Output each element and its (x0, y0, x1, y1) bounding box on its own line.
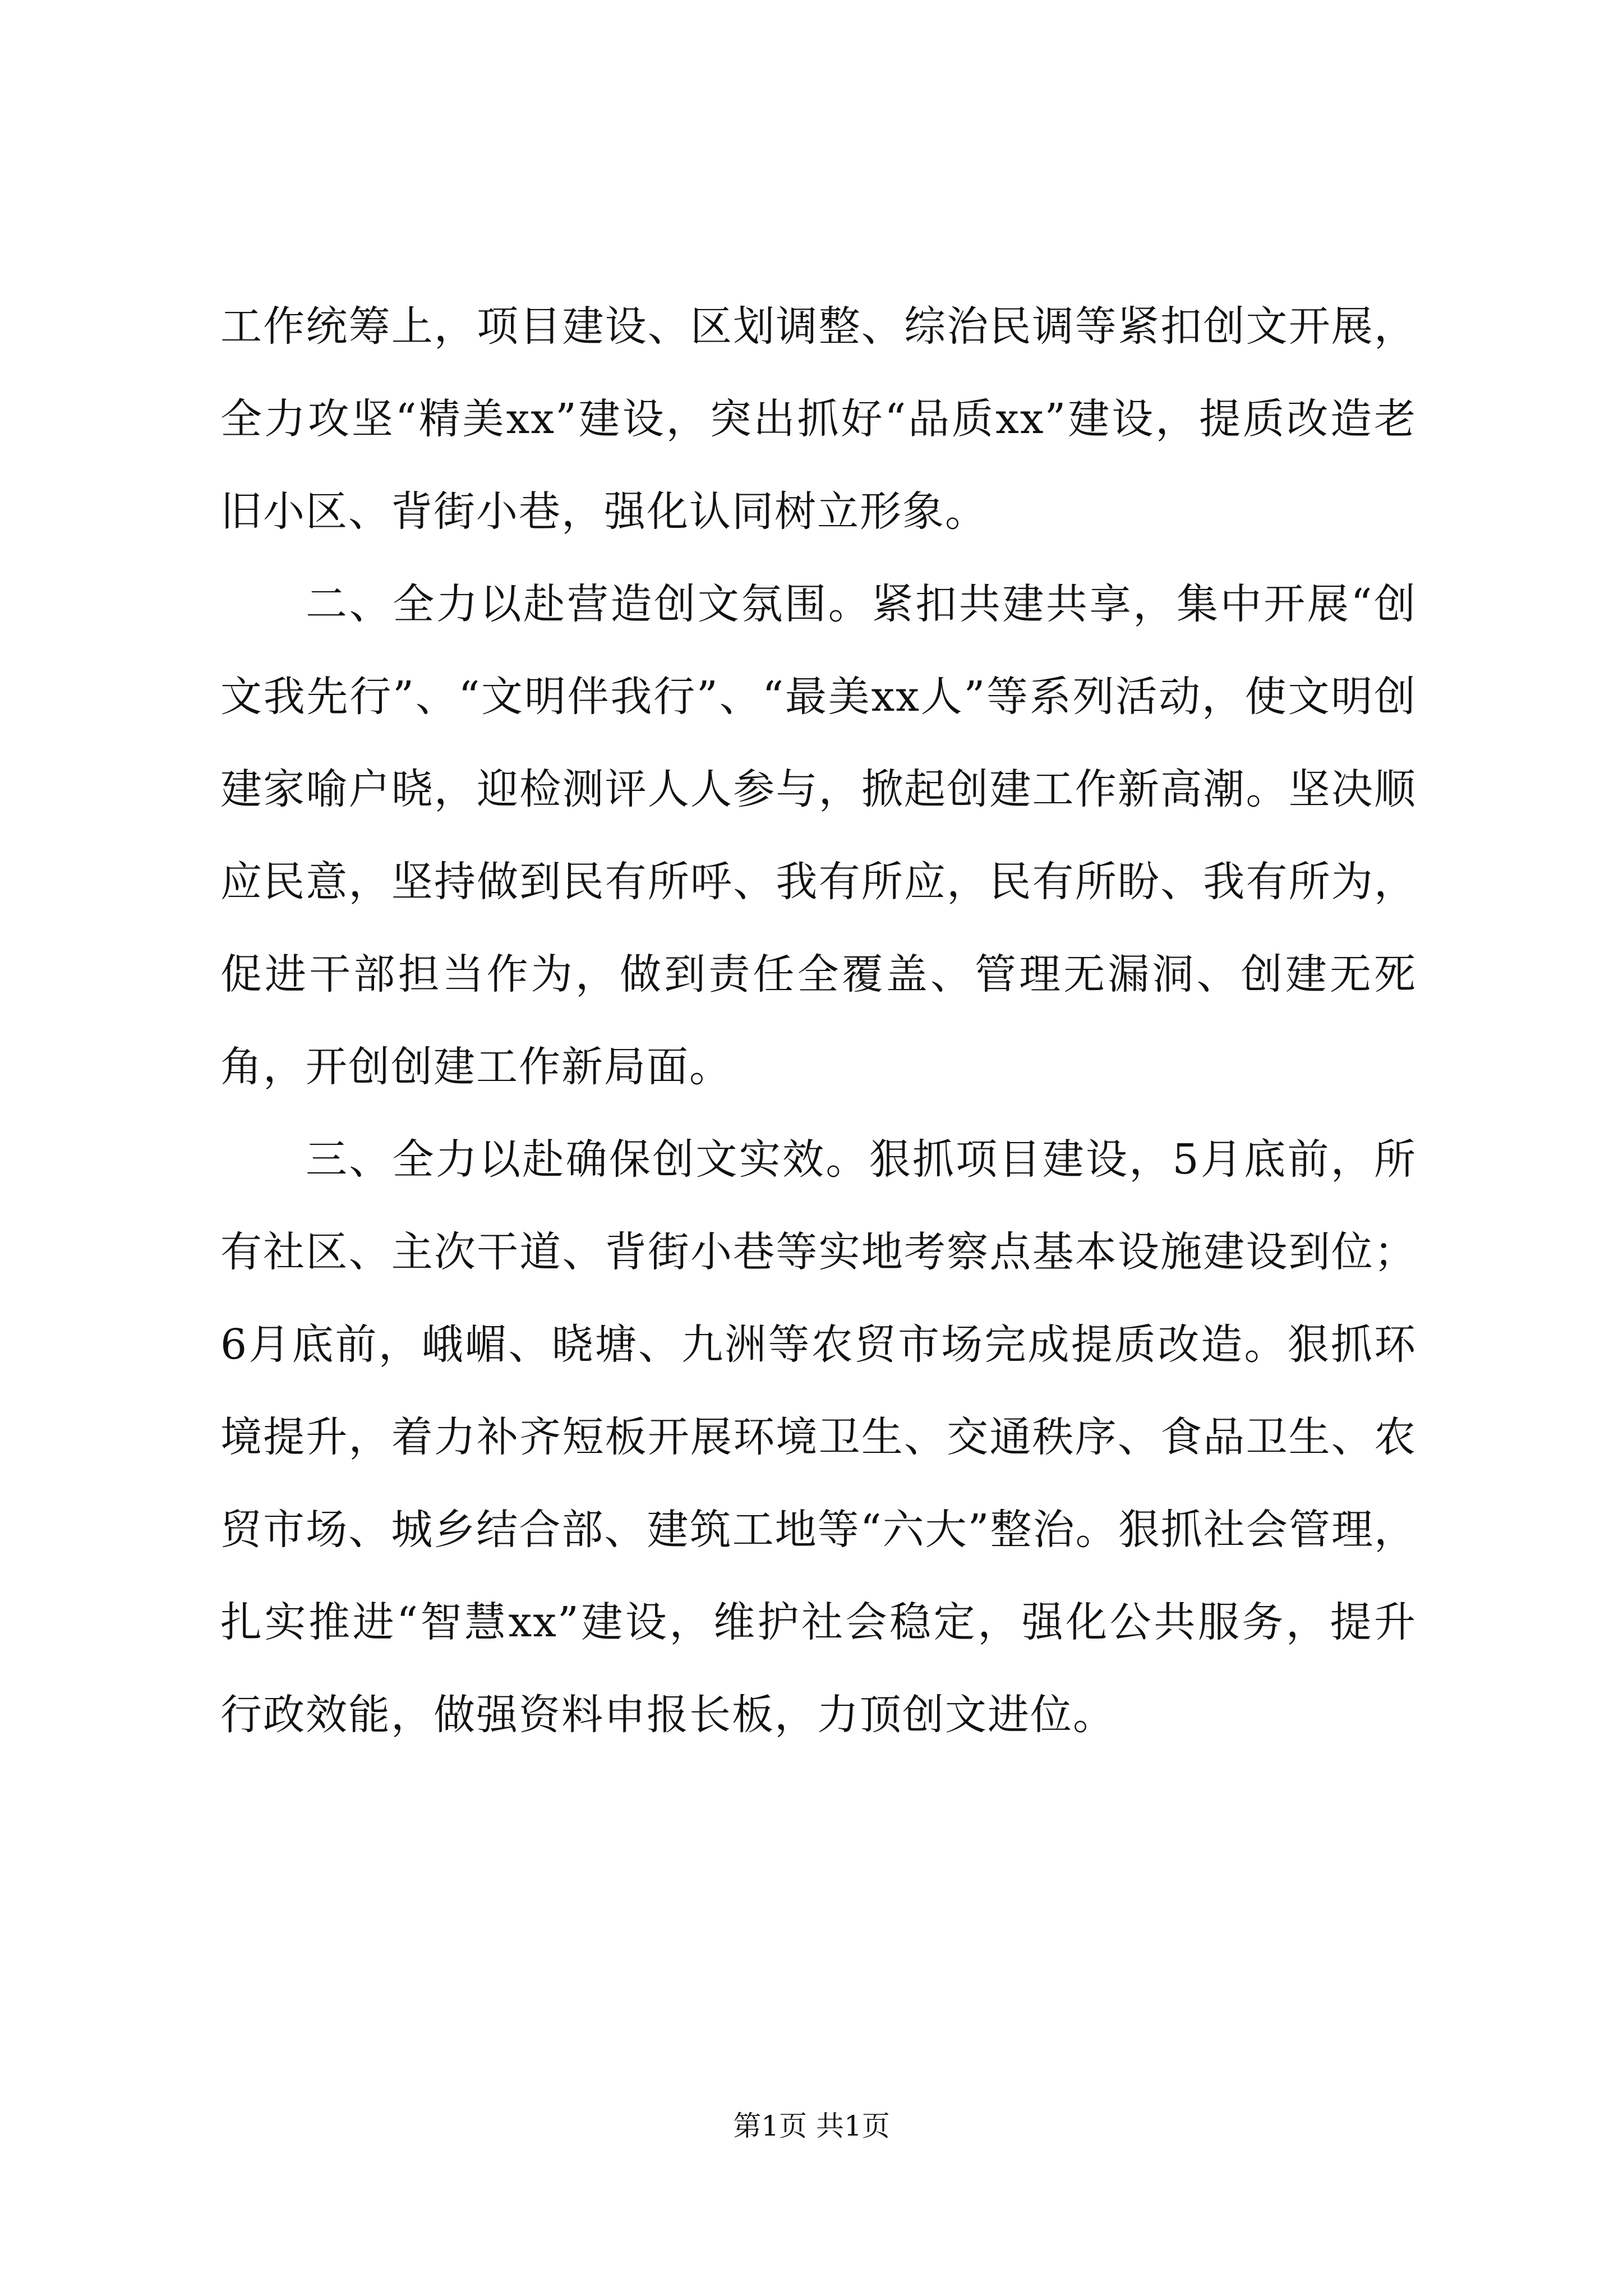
paragraph-section-two: 二、全力以赴营造创文氛围。紧扣共建共享，集中开展“创文我先行”、“文明伴我行”、“最美xx人”等系列活动，使文明创建家喻户晓，迎检测评人人参与，掀起创建工作新高潮。坚决顺应民意，坚持做到民有所呼、我有所应，民有所盼、我有所为，促进干部担当作为，做到责任全覆盖、管理无漏洞、创建无死角，开创创建工作新局面。 (220, 580, 1417, 1091)
page-footer: 第1页 共1页 (733, 2110, 890, 2142)
paragraph-continuation: 工作统筹上，项目建设、区划调整、综治民调等紧扣创文开展，全力攻坚“精美xx”建设，突出抓好“品质xx”建设，提质改造老旧小区、背街小巷，强化认同树立形象。 (220, 302, 1417, 536)
paragraph-section-three: 三、全力以赴确保创文实效。狠抓项目建设，5月底前，所有社区、主次干道、背街小巷等实地考察点基本设施建设到位；6月底前，峨嵋、晓塘、九洲等农贸市场完成提质改造。狠抓环境提升，着力补齐短板开展环境卫生、交通秩序、食品卫生、农贸市场、城乡结合部、建筑工地等“六大”整治。狠抓社会管理，扎实推进“智慧xx”建设，维护社会稳定，强化公共服务，提升行政效能，做强资料申报长板，力顶创文进位。 (220, 1135, 1417, 1739)
document-body (220, 280, 1417, 1761)
